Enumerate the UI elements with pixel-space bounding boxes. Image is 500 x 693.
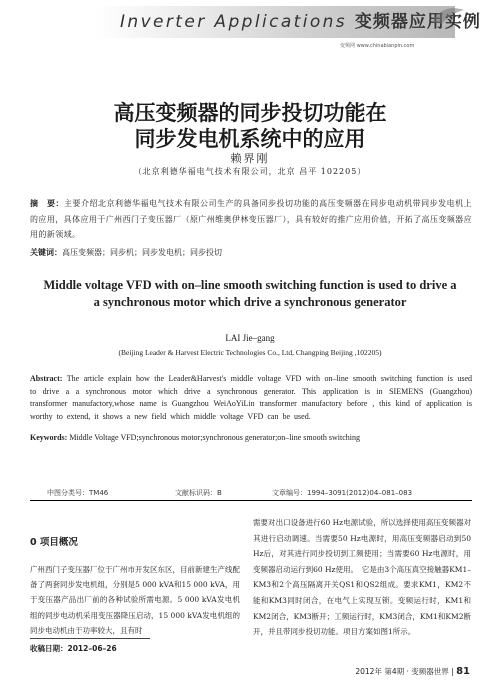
page-number: 81 (456, 666, 470, 677)
banner-title-cn: 变频器应用实例 (354, 12, 481, 32)
author-affiliation-en: (Beijing Leader & Harvest Electric Technologies Co., Ltd, Changping Beijing ,102205) (118, 348, 382, 357)
keywords-en (30, 433, 472, 442)
banner-title (120, 7, 481, 32)
article-title-en-line1: Middle voltage VFD with on–line smooth switching function is used to drive a (43, 278, 457, 292)
article-title-en-line2: a synchronous motor which drive a synchronous generator (93, 295, 407, 309)
article-title-line1: 高压变频器的同步投切功能在 (113, 101, 387, 125)
body-text-left-column: 广州西门子变压器厂位于广州市开发区东区，目前新建生产线配备了两套同步发电机组，分别是5 000 kVA和15 000 kVA，用于变压器产品出厂前的各种试验所需电源。5 000 kVA发电机组的同步电动机采用变压器降压启动，15 000 kVA发电机组的同步电动机由于功率较大，且有时 (30, 565, 240, 635)
brush-stroke-icon (430, 4, 466, 26)
footer-issue: 2012年 第4期 · 变频器世界 (355, 667, 449, 676)
abstract-en (30, 373, 472, 423)
body-text-right-column: 需要对出口设备进行60 Hz电源试验，所以选择使用高压变频器对其进行启动调速。当需要50 Hz电源时，用高压变频器启动到50 Hz后，对其进行同步投切到工频使用；当需要60 Hz电源时，用变频器启动运行到60 Hz使用。 它是由3个高压真空接触器KM1–KM3和2个高压隔离开关QS1和QS2组成。要求KM1，KM2不能和KM3同时闭合，在电气上实现互锁。变频运行时，KM1和KM2闭合，KM3断开；工频运行时，KM3闭合，KM1和KM2断开，并且带同步投切功能。项目方案如图1所示。 (253, 518, 471, 637)
footnote-divider (30, 638, 150, 639)
received-date: 收稿日期：2012–06–26 (30, 644, 117, 653)
abstract-en-label: Abstract: (30, 374, 63, 383)
page-footer (300, 666, 470, 677)
divider (30, 500, 472, 501)
keywords-en-text: Middle Voltage VFD;synchronous motor;synchronous generator;on–line smooth switching (69, 433, 360, 442)
keywords-en-label: Keywords: (30, 433, 68, 442)
abstract-en-text: The article explain how the Leader&Harvest's middle voltage VFD with on–line smooth switching function is used to drive a a synchronous motor which drive a synchronous generator. This application is in SIEMENS (Guangzhou) transformer manufactory,whose name is Guangzhou WeiAoYiLin transformer manufactory before , this kind of application is worthy to extend, it shows a new field which middle voltage VFD can be used. (30, 374, 472, 421)
abstract-cn (30, 196, 472, 243)
author-affiliation: （北京利德华福电气技术有限公司，北京 昌平 102205） (133, 167, 367, 176)
banner-site-url: 变频网 www.chinabianpin.com (340, 43, 415, 49)
abstract-cn-text: 主要介绍北京利德华福电气技术有限公司生产的具备同步投切功能的高压变频器在同步电动机带同步发电机上的应用，具体应用于广州西门子变压器厂（原广州维奥伊林变压器厂），具有较好的推广应用价值，开拓了高压变频器应用的新领域。 (30, 199, 472, 239)
keywords-cn (30, 247, 472, 258)
author-name-en: LAI Jie–gang (225, 333, 275, 343)
abstract-cn-label: 摘 要： (30, 199, 65, 208)
journal-header-banner (0, 0, 500, 49)
section-heading: 0 项目概况 (30, 537, 78, 548)
footer-separator: | (451, 667, 457, 676)
document-code: 文献标识码：B (175, 489, 222, 497)
article-number: 文章编号：1994–3091(2012)04–081–083 (272, 489, 413, 497)
banner-title-en: Inverter Applications (120, 12, 348, 32)
article-title-line2: 同步发电机系统中的应用 (134, 127, 366, 151)
clc-number: 中图分类号：TM46 (47, 489, 109, 497)
author-name: 赖界刚 (230, 152, 270, 165)
keywords-cn-text: 高压变频器；同步机；同步发电机；同步投切 (62, 248, 222, 257)
keywords-cn-label: 关键词： (30, 248, 62, 257)
